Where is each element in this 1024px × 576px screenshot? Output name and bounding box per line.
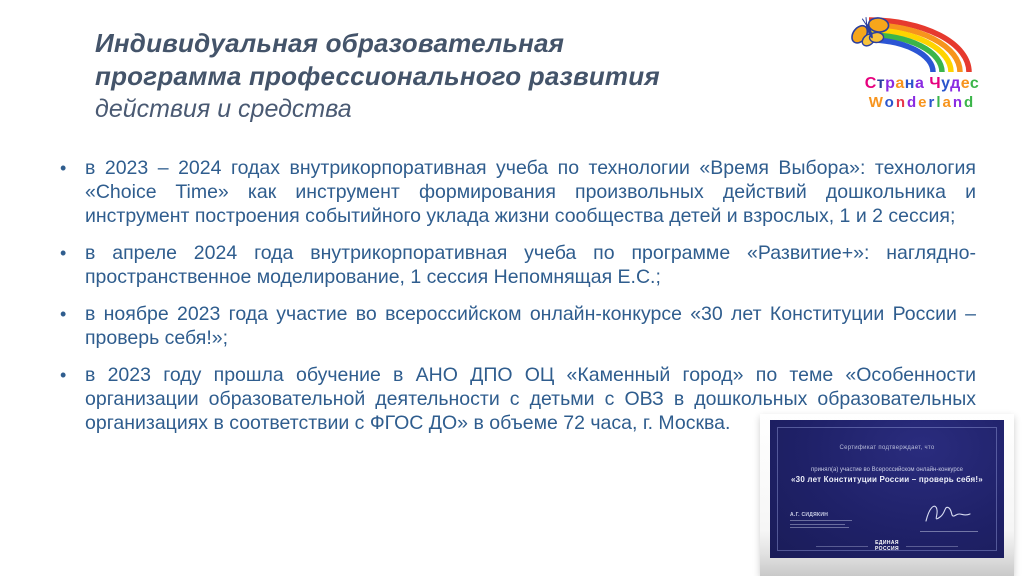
certificate-line1: Сертификат подтверждает, что xyxy=(839,445,935,451)
signer-details-line xyxy=(790,524,845,525)
title-block xyxy=(95,27,660,126)
party-line2: РОССИЯ xyxy=(875,546,899,552)
slide-title-line2: программа профессионального развития xyxy=(95,61,660,91)
bullet-item xyxy=(60,156,976,228)
bullet-item xyxy=(60,302,976,350)
united-russia-logo xyxy=(770,540,1004,552)
signer-details-line xyxy=(790,520,852,521)
wonderland-logo xyxy=(836,10,1008,110)
bullet-text: • в апреле 2024 года внутрикорпоративная учеба по программе «Развитие+»: наглядно-пространственное моделирование, 1 сессия Непомнящая Е.С.; xyxy=(85,242,976,288)
party-rule-left xyxy=(816,546,868,547)
slide-title-line1: Индивидуальная образовательная xyxy=(95,28,565,58)
certificate-card xyxy=(770,420,1004,558)
certificate-image xyxy=(760,414,1014,576)
party-line1: ЕДИНАЯ xyxy=(875,540,899,546)
bullet-text: • в 2023 году прошла обучение в АНО ДПО ОЦ «Каменный город» по теме «Особенности организации образовательной деятельности с детьми с ОВЗ в дошкольных образовательных организациях в соответствии с ФГОС ДО» в объеме 72 часа, г. Москва. xyxy=(85,364,976,434)
bullet-list xyxy=(60,156,976,448)
party-rule-right xyxy=(906,546,958,547)
slide-subtitle: действия и средства xyxy=(95,95,352,123)
signature-icon xyxy=(920,501,978,532)
logo-text-russian: Страна Чудес xyxy=(864,75,980,92)
bullet-text: • в ноябре 2023 года участие во всероссийском онлайн-конкурсе «30 лет Конституции России – проверь себя!»; xyxy=(85,303,976,349)
certificate-signer xyxy=(790,512,852,529)
bullet-item xyxy=(60,241,976,289)
party-name xyxy=(875,540,899,552)
logo-text-english: Wonderland xyxy=(868,94,976,111)
certificate-title: «30 лет Конституции России – проверь себя!» xyxy=(791,475,983,484)
signer-name: А.Г. СИДЯКИН xyxy=(790,511,829,518)
butterfly-rainbow-icon xyxy=(847,10,997,74)
signer-details-line xyxy=(790,527,849,528)
certificate-line2: принял(а) участие во Всероссийском онлайн-конкурсе xyxy=(810,467,964,473)
bullet-text: • в 2023 – 2024 годах внутрикорпоративная учеба по технологии «Время Выбора»: технология «Choice Time» как инструмент формирования произвольных действий дошкольника и инструмент построения событийного уклада жизни сообщества детей и взрослых, 1 и 2 сессия; xyxy=(85,157,976,227)
